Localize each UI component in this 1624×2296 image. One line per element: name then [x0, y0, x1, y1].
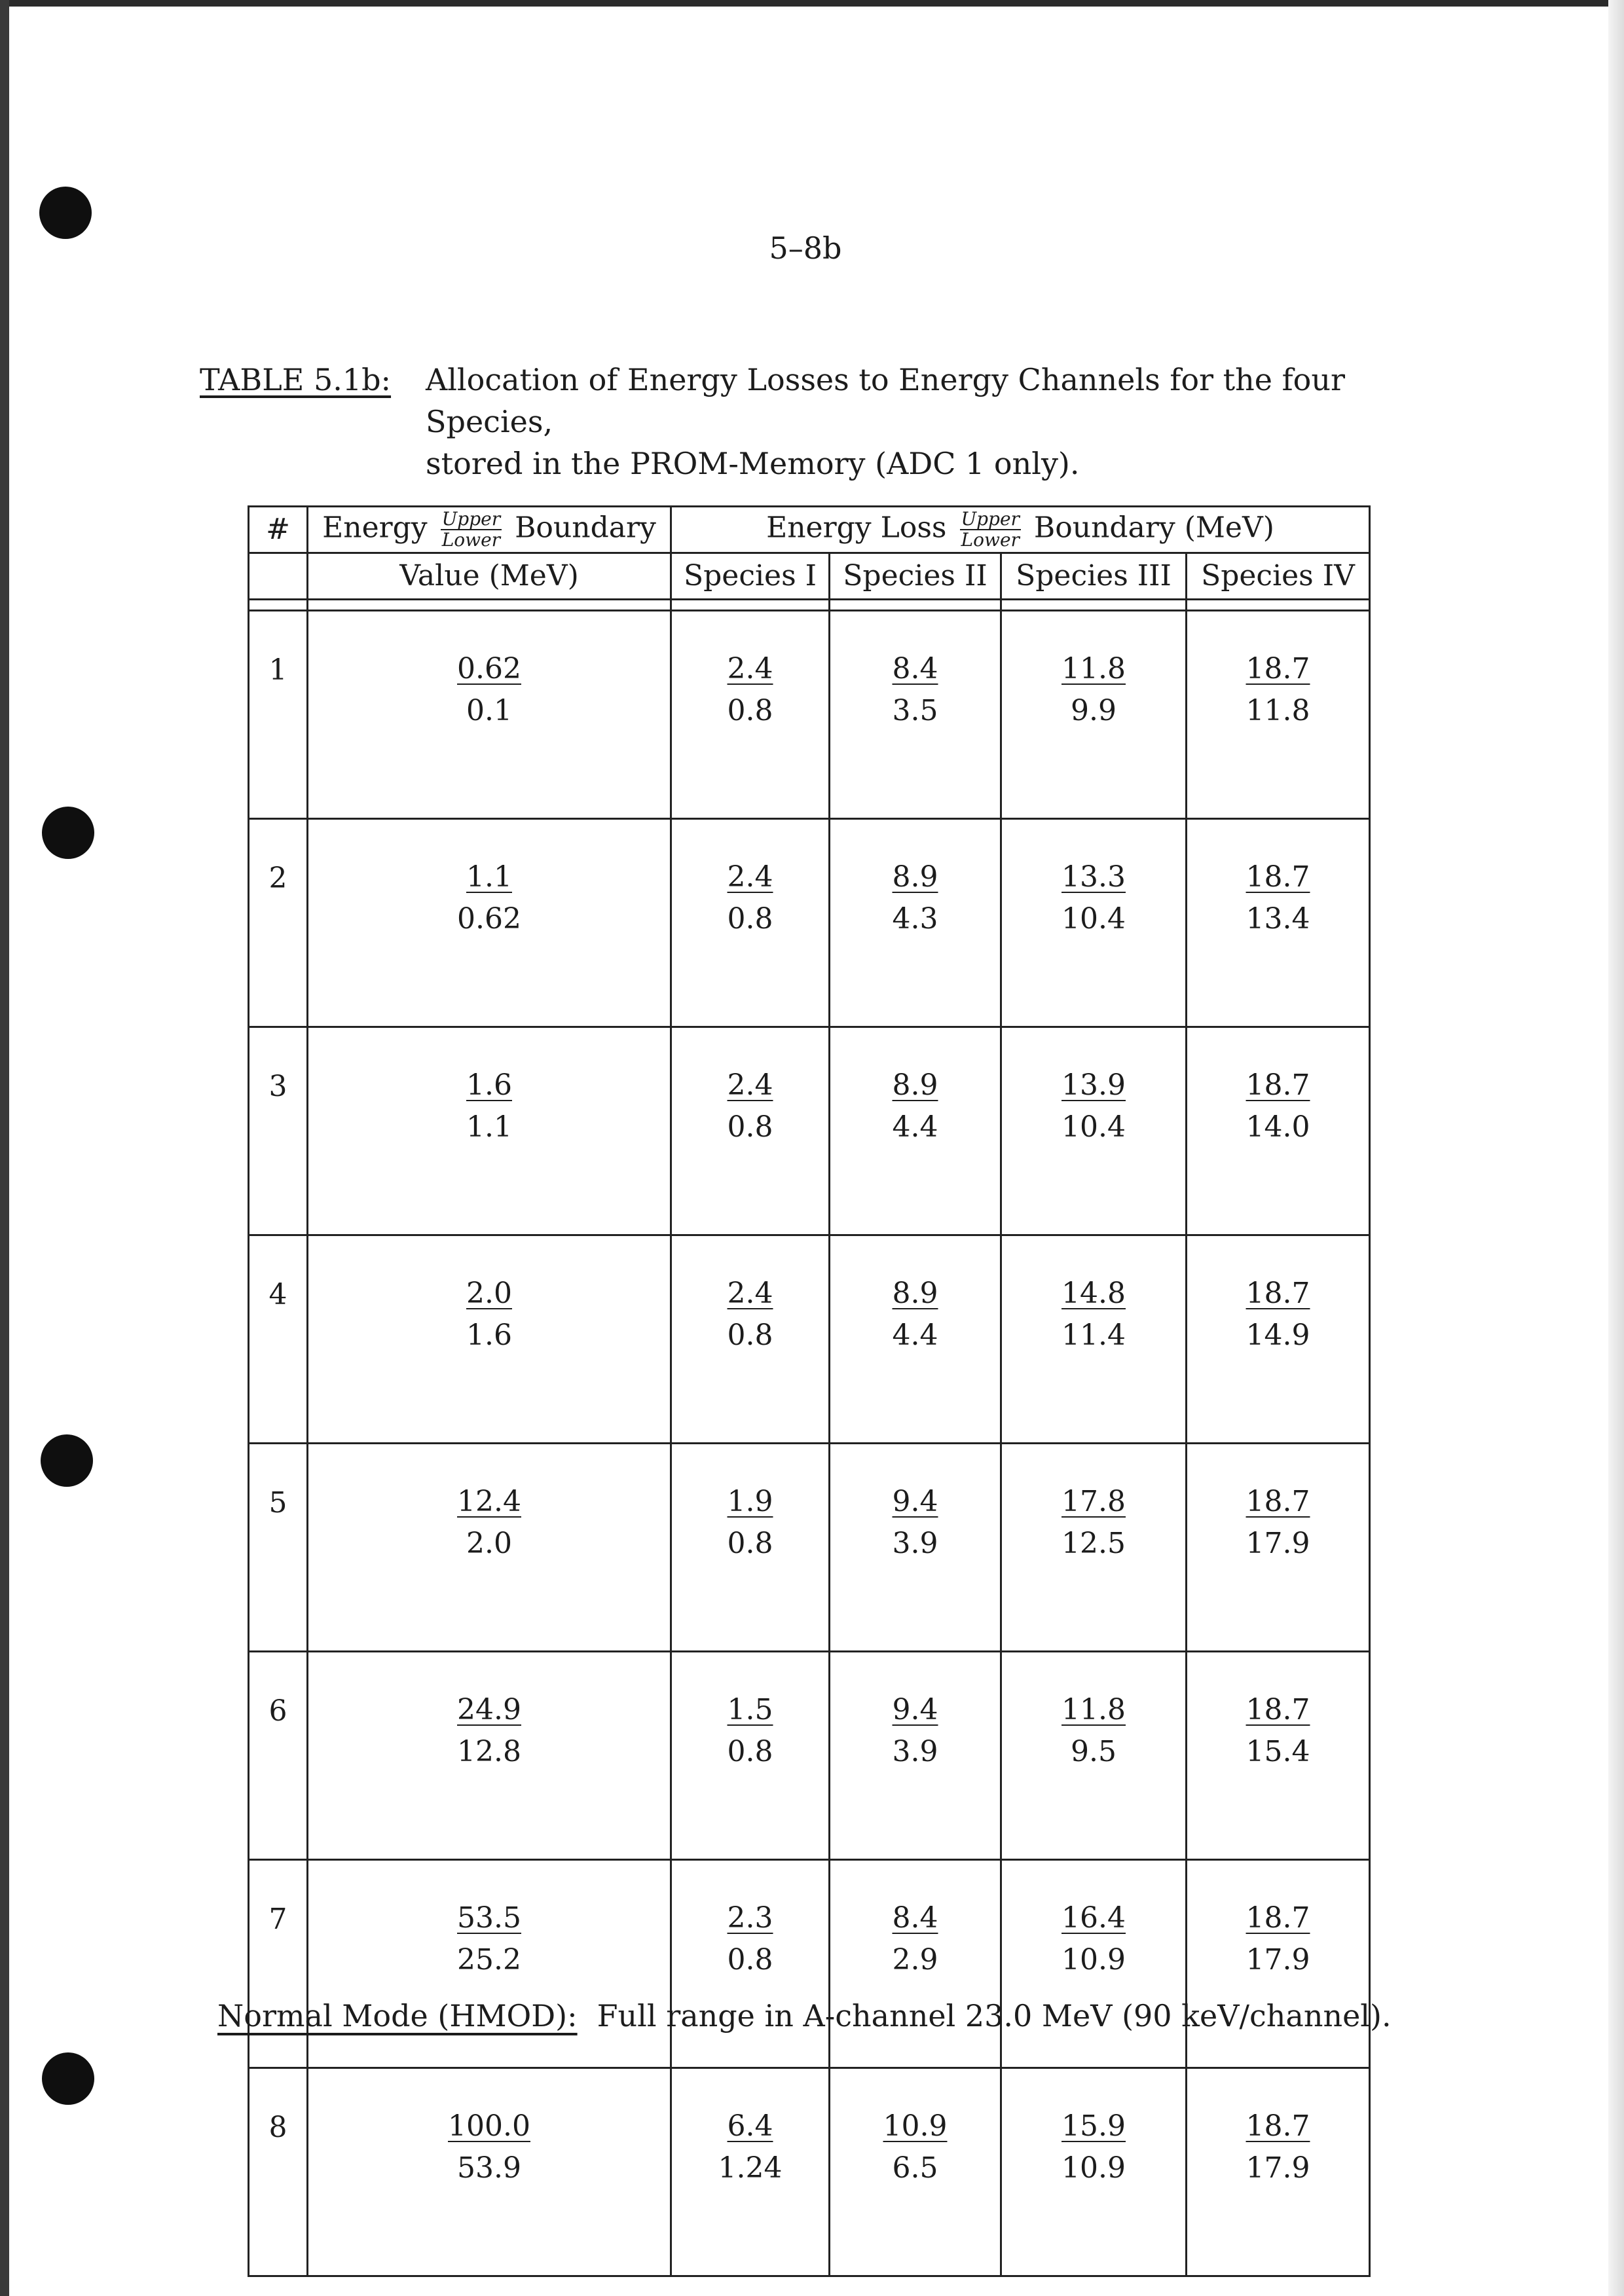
header-gap	[249, 600, 1370, 611]
boundary-pair	[1052, 1065, 1135, 1148]
row-number: 6	[249, 1652, 308, 1860]
frac-upper: Upper	[961, 508, 1020, 530]
upper-value: 2.3	[727, 1901, 773, 1935]
header-loss-prefix: Energy Loss	[766, 511, 947, 545]
energy-cell	[308, 1652, 671, 1860]
header-energy-loss-boundary	[671, 507, 1370, 553]
header-species-1: Species I	[671, 553, 830, 600]
upper-value: 2.4	[727, 860, 773, 894]
energy-cell	[308, 1444, 671, 1652]
caption-line-1: Allocation of Energy Losses to Energy Channels for the four Species,	[426, 362, 1345, 439]
upper-value: 18.7	[1246, 652, 1310, 685]
upper-value: 53.5	[457, 1901, 521, 1935]
boundary-pair	[718, 856, 783, 940]
row-number: 5	[249, 1444, 308, 1652]
header-species-3: Species III	[1001, 553, 1187, 600]
upper-value: 1.5	[727, 1693, 773, 1726]
scan-edge-left	[0, 0, 9, 2296]
lower-value: 0.8	[727, 694, 773, 727]
loss-cell-s4	[1187, 819, 1370, 1027]
loss-cell-s4	[1187, 1652, 1370, 1860]
header-energy-suffix: Boundary	[515, 511, 656, 545]
boundary-pair	[1052, 2105, 1135, 2189]
page-number: 5–8b	[769, 230, 842, 266]
upper-value: 18.7	[1246, 1693, 1310, 1726]
header-energy-boundary	[308, 507, 671, 553]
header-row-2	[249, 553, 1370, 600]
boundary-pair	[1237, 1689, 1320, 1773]
upper-lower-fraction	[960, 509, 1021, 550]
upper-value: 8.9	[892, 860, 938, 894]
loss-cell-s3	[1001, 1652, 1187, 1860]
lower-value: 14.9	[1246, 1319, 1310, 1352]
boundary-pair	[718, 1481, 783, 1565]
upper-value: 11.8	[1061, 652, 1126, 685]
boundary-pair	[718, 1273, 783, 1357]
lower-value: 0.62	[457, 902, 521, 936]
table-row	[249, 1235, 1370, 1444]
header-hash: #	[249, 507, 308, 553]
upper-value: 11.8	[1061, 1693, 1126, 1726]
loss-cell-s2	[830, 2068, 1001, 2276]
boundary-pair	[883, 1273, 948, 1357]
scan-edge-top	[0, 0, 1624, 7]
energy-cell	[308, 1235, 671, 1444]
upper-value: 18.7	[1246, 1485, 1310, 1518]
scan-edge-right	[1608, 0, 1624, 2296]
boundary-pair	[883, 1065, 948, 1148]
upper-value: 1.1	[466, 860, 512, 894]
loss-cell-s2	[830, 1027, 1001, 1235]
row-number: 3	[249, 1027, 308, 1235]
upper-value: 12.4	[457, 1485, 521, 1518]
upper-value: 18.7	[1246, 1068, 1310, 1102]
punch-hole	[42, 807, 94, 859]
boundary-pair	[883, 648, 948, 732]
lower-value: 4.4	[892, 1319, 938, 1352]
punch-hole	[42, 2052, 94, 2105]
row-number: 8	[249, 2068, 308, 2276]
table-row	[249, 1652, 1370, 1860]
boundary-pair	[1237, 1273, 1320, 1357]
loss-cell-s2	[830, 1860, 1001, 2068]
boundary-pair	[718, 1897, 783, 1981]
upper-value: 8.9	[892, 1068, 938, 1102]
upper-value: 2.4	[727, 652, 773, 685]
boundary-pair	[883, 1897, 948, 1981]
upper-value: 8.4	[892, 1901, 938, 1935]
upper-value: 2.4	[727, 1068, 773, 1102]
upper-value: 24.9	[457, 1693, 521, 1726]
lower-value: 10.9	[1061, 2151, 1126, 2185]
boundary-pair	[883, 1481, 948, 1565]
loss-cell-s1	[671, 1235, 830, 1444]
boundary-pair	[718, 648, 783, 732]
frac-upper: Upper	[441, 508, 501, 530]
boundary-pair	[1052, 1273, 1135, 1357]
loss-cell-s4	[1187, 1444, 1370, 1652]
table-row	[249, 1860, 1370, 2068]
lower-value: 0.8	[727, 1527, 773, 1560]
upper-lower-fraction	[441, 509, 502, 550]
lower-value: 10.4	[1061, 1110, 1126, 1144]
lower-value: 0.8	[727, 1110, 773, 1144]
upper-value: 16.4	[1061, 1901, 1126, 1935]
upper-value: 10.9	[883, 2109, 948, 2143]
lower-value: 0.8	[727, 1319, 773, 1352]
lower-value: 15.4	[1246, 1735, 1310, 1768]
loss-cell-s3	[1001, 611, 1187, 819]
lower-value: 17.9	[1246, 1527, 1310, 1560]
lower-value: 17.9	[1246, 2151, 1310, 2185]
energy-cell	[308, 2068, 671, 2276]
upper-value: 14.8	[1061, 1277, 1126, 1310]
loss-cell-s4	[1187, 1027, 1370, 1235]
lower-value: 25.2	[457, 1943, 521, 1977]
caption-text	[426, 359, 1447, 484]
loss-cell-s3	[1001, 1444, 1187, 1652]
boundary-pair	[718, 1065, 783, 1148]
footer-note	[217, 1998, 1462, 2033]
header-hash-blank	[249, 553, 308, 600]
boundary-pair	[1237, 1065, 1320, 1148]
upper-value: 8.4	[892, 652, 938, 685]
loss-cell-s1	[671, 2068, 830, 2276]
loss-cell-s2	[830, 1652, 1001, 1860]
upper-value: 9.4	[892, 1693, 938, 1726]
loss-cell-s1	[671, 1652, 830, 1860]
punch-hole	[41, 1434, 93, 1487]
lower-value: 0.1	[466, 694, 512, 727]
loss-cell-s4	[1187, 611, 1370, 819]
lower-value: 4.3	[892, 902, 938, 936]
caption-line-2: stored in the PROM-Memory (ADC 1 only).	[426, 446, 1080, 481]
lower-value: 0.8	[727, 1943, 773, 1977]
upper-value: 6.4	[727, 2109, 773, 2143]
header-energy-prefix: Energy	[322, 511, 428, 545]
boundary-pair	[1052, 1897, 1135, 1981]
table-row	[249, 1444, 1370, 1652]
header-species-2: Species II	[830, 553, 1001, 600]
lower-value: 4.4	[892, 1110, 938, 1144]
lower-value: 10.9	[1061, 1943, 1126, 1977]
upper-value: 18.7	[1246, 860, 1310, 894]
upper-value: 8.9	[892, 1277, 938, 1310]
lower-value: 53.9	[457, 2151, 521, 2185]
header-row-1	[249, 507, 1370, 553]
upper-value: 18.7	[1246, 2109, 1310, 2143]
boundary-pair	[1237, 2105, 1320, 2189]
boundary-pair	[448, 1897, 530, 1981]
lower-value: 1.6	[466, 1319, 512, 1352]
boundary-pair	[1052, 1689, 1135, 1773]
upper-value: 13.3	[1061, 860, 1126, 894]
row-number: 7	[249, 1860, 308, 2068]
upper-value: 1.9	[727, 1485, 773, 1518]
energy-cell	[308, 1860, 671, 2068]
boundary-pair	[448, 1689, 530, 1773]
loss-cell-s3	[1001, 1860, 1187, 2068]
footer-text: Full range in A-channel 23.0 MeV (90 keV/channel).	[597, 1998, 1392, 2033]
upper-value: 17.8	[1061, 1485, 1126, 1518]
boundary-pair	[1237, 1481, 1320, 1565]
energy-cell	[308, 611, 671, 819]
boundary-pair	[1237, 1897, 1320, 1981]
loss-cell-s1	[671, 1027, 830, 1235]
lower-value: 9.5	[1071, 1735, 1116, 1768]
lower-value: 0.8	[727, 902, 773, 936]
boundary-pair	[1237, 648, 1320, 732]
lower-value: 11.4	[1061, 1319, 1126, 1352]
upper-value: 9.4	[892, 1485, 938, 1518]
header-energy-value: Value (MeV)	[308, 553, 671, 600]
boundary-pair	[1052, 856, 1135, 940]
boundary-pair	[457, 1273, 521, 1357]
boundary-pair	[883, 1689, 948, 1773]
lower-value: 2.0	[466, 1527, 512, 1560]
upper-value: 13.9	[1061, 1068, 1126, 1102]
loss-cell-s2	[830, 611, 1001, 819]
upper-value: 1.6	[466, 1068, 512, 1102]
boundary-pair	[883, 856, 948, 940]
upper-value: 18.7	[1246, 1277, 1310, 1310]
boundary-pair	[718, 2105, 783, 2189]
upper-value: 100.0	[448, 2109, 530, 2143]
boundary-pair	[1237, 856, 1320, 940]
boundary-pair	[874, 2105, 957, 2189]
row-number: 4	[249, 1235, 308, 1444]
frac-lower: Lower	[961, 529, 1020, 551]
loss-cell-s4	[1187, 1235, 1370, 1444]
lower-value: 13.4	[1246, 902, 1310, 936]
loss-cell-s3	[1001, 1235, 1187, 1444]
boundary-pair	[448, 1481, 530, 1565]
loss-cell-s1	[671, 611, 830, 819]
boundary-pair	[448, 648, 530, 732]
loss-cell-s3	[1001, 1027, 1187, 1235]
energy-cell	[308, 819, 671, 1027]
lower-value: 12.8	[457, 1735, 521, 1768]
upper-value: 2.0	[466, 1277, 512, 1310]
boundary-pair	[457, 1065, 521, 1148]
upper-value: 15.9	[1061, 2109, 1126, 2143]
table-row	[249, 819, 1370, 1027]
table-row	[249, 1027, 1370, 1235]
boundary-pair	[718, 1689, 783, 1773]
loss-cell-s3	[1001, 2068, 1187, 2276]
loss-cell-s3	[1001, 819, 1187, 1027]
upper-value: 0.62	[457, 652, 521, 685]
lower-value: 2.9	[892, 1943, 938, 1977]
loss-cell-s2	[830, 1444, 1001, 1652]
lower-value: 12.5	[1061, 1527, 1126, 1560]
loss-cell-s1	[671, 819, 830, 1027]
caption-label: TABLE 5.1b:	[200, 362, 392, 397]
boundary-pair	[457, 856, 521, 940]
lower-value: 17.9	[1246, 1943, 1310, 1977]
loss-cell-s1	[671, 1444, 830, 1652]
boundary-pair	[439, 2105, 540, 2189]
row-number: 2	[249, 819, 308, 1027]
boundary-pair	[1052, 1481, 1135, 1565]
lower-value: 3.5	[892, 694, 938, 727]
loss-cell-s1	[671, 1860, 830, 2068]
lower-value: 10.4	[1061, 902, 1126, 936]
row-number: 1	[249, 611, 308, 819]
loss-cell-s2	[830, 819, 1001, 1027]
upper-value: 18.7	[1246, 1901, 1310, 1935]
lower-value: 14.0	[1246, 1110, 1310, 1144]
lower-value: 6.5	[892, 2151, 938, 2185]
table-row	[249, 611, 1370, 819]
header-species-4: Species IV	[1187, 553, 1370, 600]
lower-value: 3.9	[892, 1527, 938, 1560]
lower-value: 1.1	[466, 1110, 512, 1144]
table-row	[249, 2068, 1370, 2276]
lower-value: 11.8	[1246, 694, 1310, 727]
loss-cell-s2	[830, 1235, 1001, 1444]
header-loss-suffix: Boundary (MeV)	[1033, 511, 1274, 545]
lower-value: 1.24	[718, 2151, 783, 2185]
boundary-pair	[1052, 648, 1135, 732]
punch-hole	[39, 187, 92, 239]
loss-cell-s4	[1187, 2068, 1370, 2276]
upper-value: 2.4	[727, 1277, 773, 1310]
footer-label: Normal Mode (HMOD):	[217, 1998, 578, 2033]
lower-value: 3.9	[892, 1735, 938, 1768]
loss-cell-s4	[1187, 1860, 1370, 2068]
energy-cell	[308, 1027, 671, 1235]
frac-lower: Lower	[441, 529, 501, 551]
lower-value: 0.8	[727, 1735, 773, 1768]
lower-value: 9.9	[1071, 694, 1116, 727]
